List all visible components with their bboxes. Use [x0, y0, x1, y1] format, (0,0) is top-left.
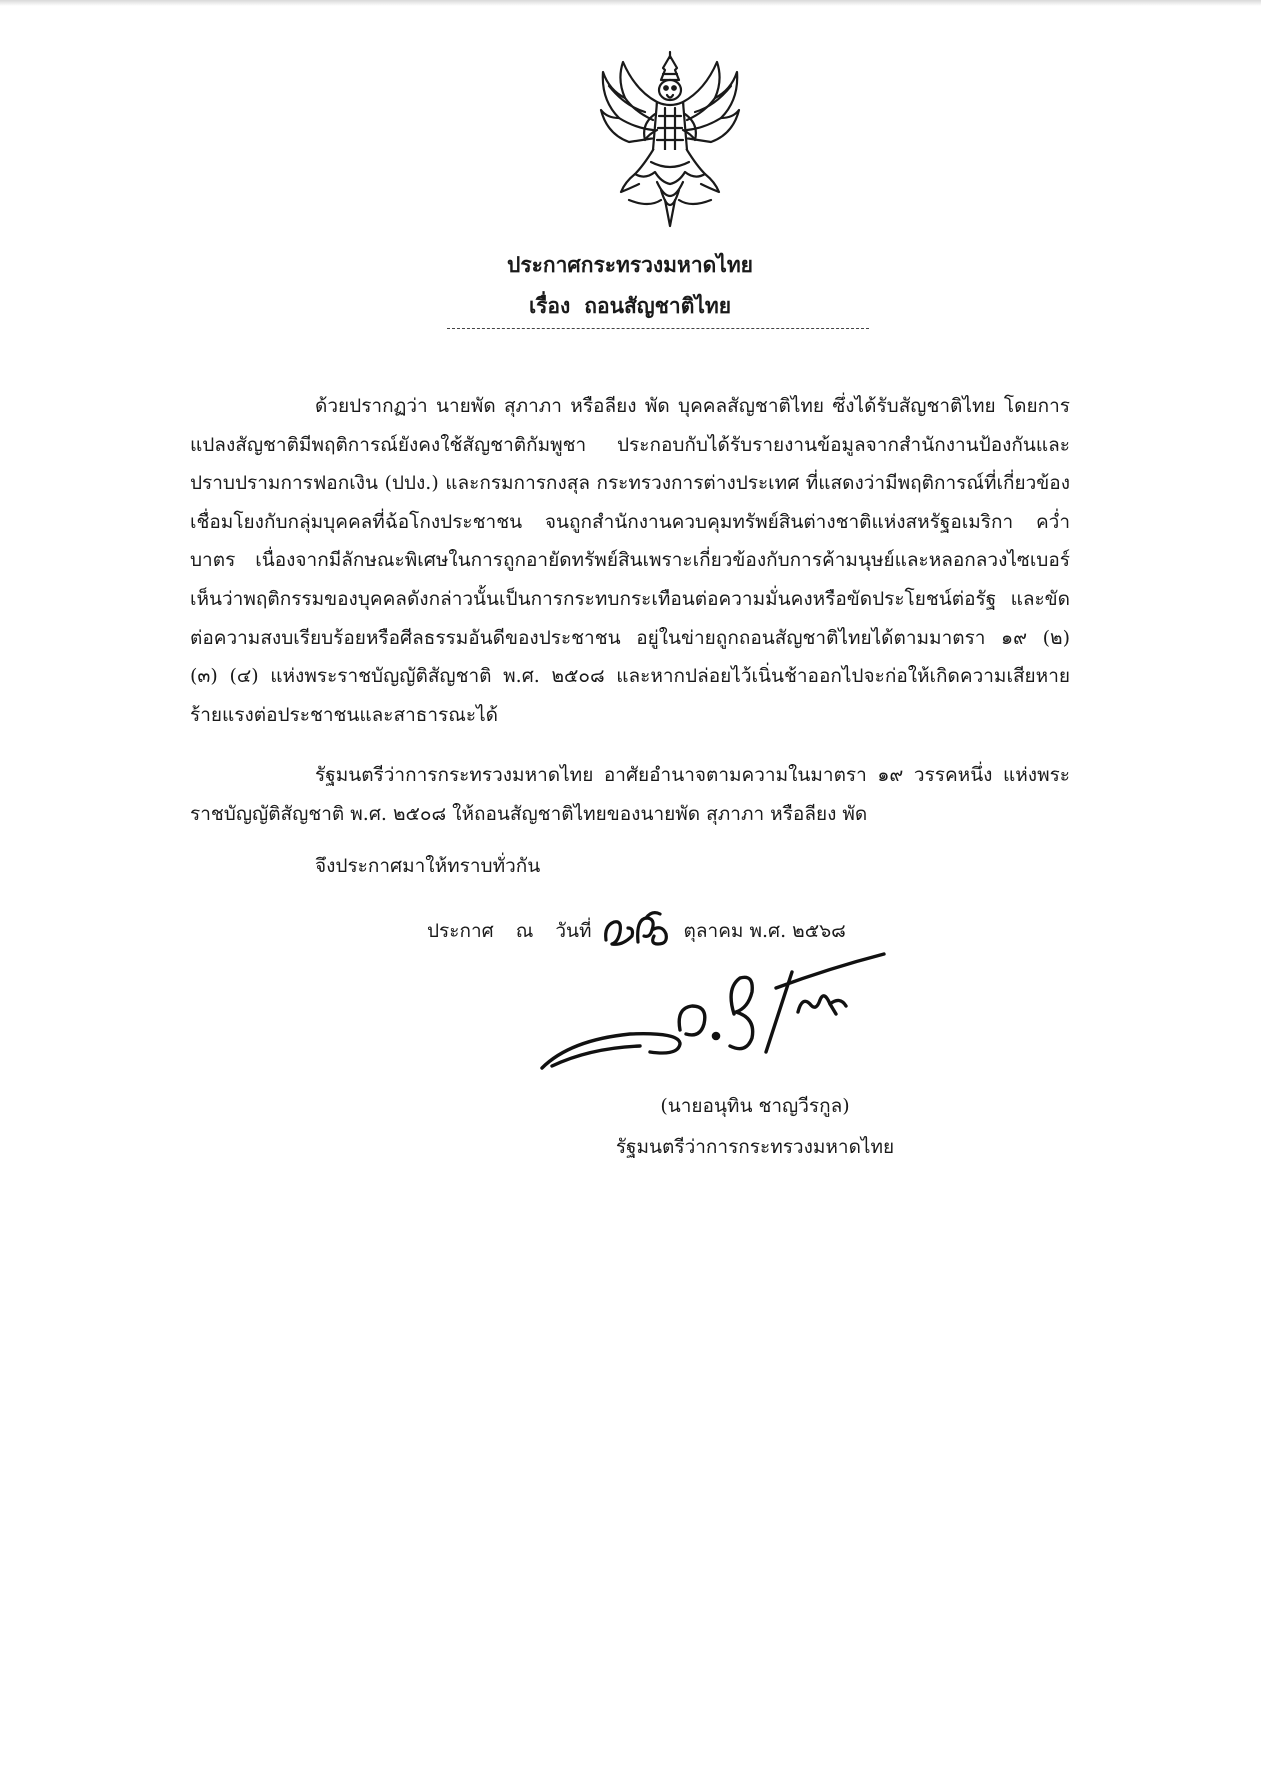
title-divider: [447, 328, 869, 329]
announced-label: ประกาศ: [427, 920, 494, 942]
month-year: ตุลาคม พ.ศ. ๒๕๖๘: [683, 920, 846, 942]
day-label: วันที่: [555, 920, 592, 942]
body-paragraph-2: รัฐมนตรีว่าการกระทรวงมหาดไทย อาศัยอำนาจตามความในมาตรา ๑๙ วรรคหนึ่ง แห่งพระราชบัญญัติสัญชาติ พ.ศ. ๒๕๐๘ ให้ถอนสัญชาติไทยของนายพัด สุภาภา หรือลียง พัด: [190, 764, 1070, 825]
at-marker: ณ: [515, 920, 534, 942]
document-title: ประกาศกระทรวงมหาดไทย: [507, 252, 753, 277]
signer-name: (นายอนุทิน ชาญวีรกูล): [660, 1095, 850, 1117]
garuda-emblem-icon: [595, 50, 745, 230]
subject-label: เรื่อง: [528, 293, 571, 318]
handwritten-day-icon: [602, 916, 674, 948]
document-subject-line: [330, 291, 930, 321]
subject-text: ถอนสัญชาติไทย: [584, 293, 732, 318]
signer-position: รัฐมนตรีว่าการกระทรวงมหาดไทย: [615, 1136, 895, 1158]
page-title: [330, 250, 930, 280]
body-paragraph-1: ด้วยปรากฏว่า นายพัด สุภาภา หรือลียง พัด บุคคลสัญชาติไทย ซึ่งได้รับสัญชาติไทย โดยการแปลงสัญชาติมีพฤติการณ์ยังคงใช้สัญชาติกัมพูชา ประกอบกับได้รับรายงานข้อมูลจากสำนักงานป้องกันและปราบปรามการฟอกเงิน (ปปง.) และกรมการกงสุล กระทรวงการต่างประเทศ ที่แสดงว่ามีพฤติการณ์ที่เกี่ยวข้องเชื่อมโยงกับกลุ่มบุคคลที่ฉ้อโกงประชาชน จนถูกสำนักงานควบคุมทรัพย์สินต่างชาติแห่งสหรัฐอเมริกา คว่ำบาตร เนื่องจากมีลักษณะพิเศษในการถูกอายัดทรัพย์สินเพราะเกี่ยวข้องกับการค้ามนุษย์และหลอกลวงไซเบอร์ เห็นว่าพฤติกรรมของบุคคลดังกล่าวนั้นเป็นการกระทบกระเทือนต่อความมั่นคงหรือขัดประโยชน์ต่อรัฐ และขัดต่อความสงบเรียบร้อยหรือศีลธรรมอันดีของประชาชน อยู่ในข่ายถูกถอนสัญชาติไทยได้ตามมาตรา ๑๙ (๒) (๓) (๔) แห่งพระราชบัญญัติสัญชาติ พ.ศ. ๒๕๐๘ และหากปล่อยไว้เนิ่นช้าออกไปจะก่อให้เกิดความเสียหายร้ายแรงต่อประชาชนและสาธารณะได้: [190, 395, 1070, 726]
date-line: [427, 915, 846, 948]
page-top-edge: [0, 0, 1261, 6]
handwritten-signature-icon: [530, 948, 910, 1078]
body-paragraph-3: จึงประกาศมาให้ทราบทั่วกัน: [315, 855, 541, 877]
